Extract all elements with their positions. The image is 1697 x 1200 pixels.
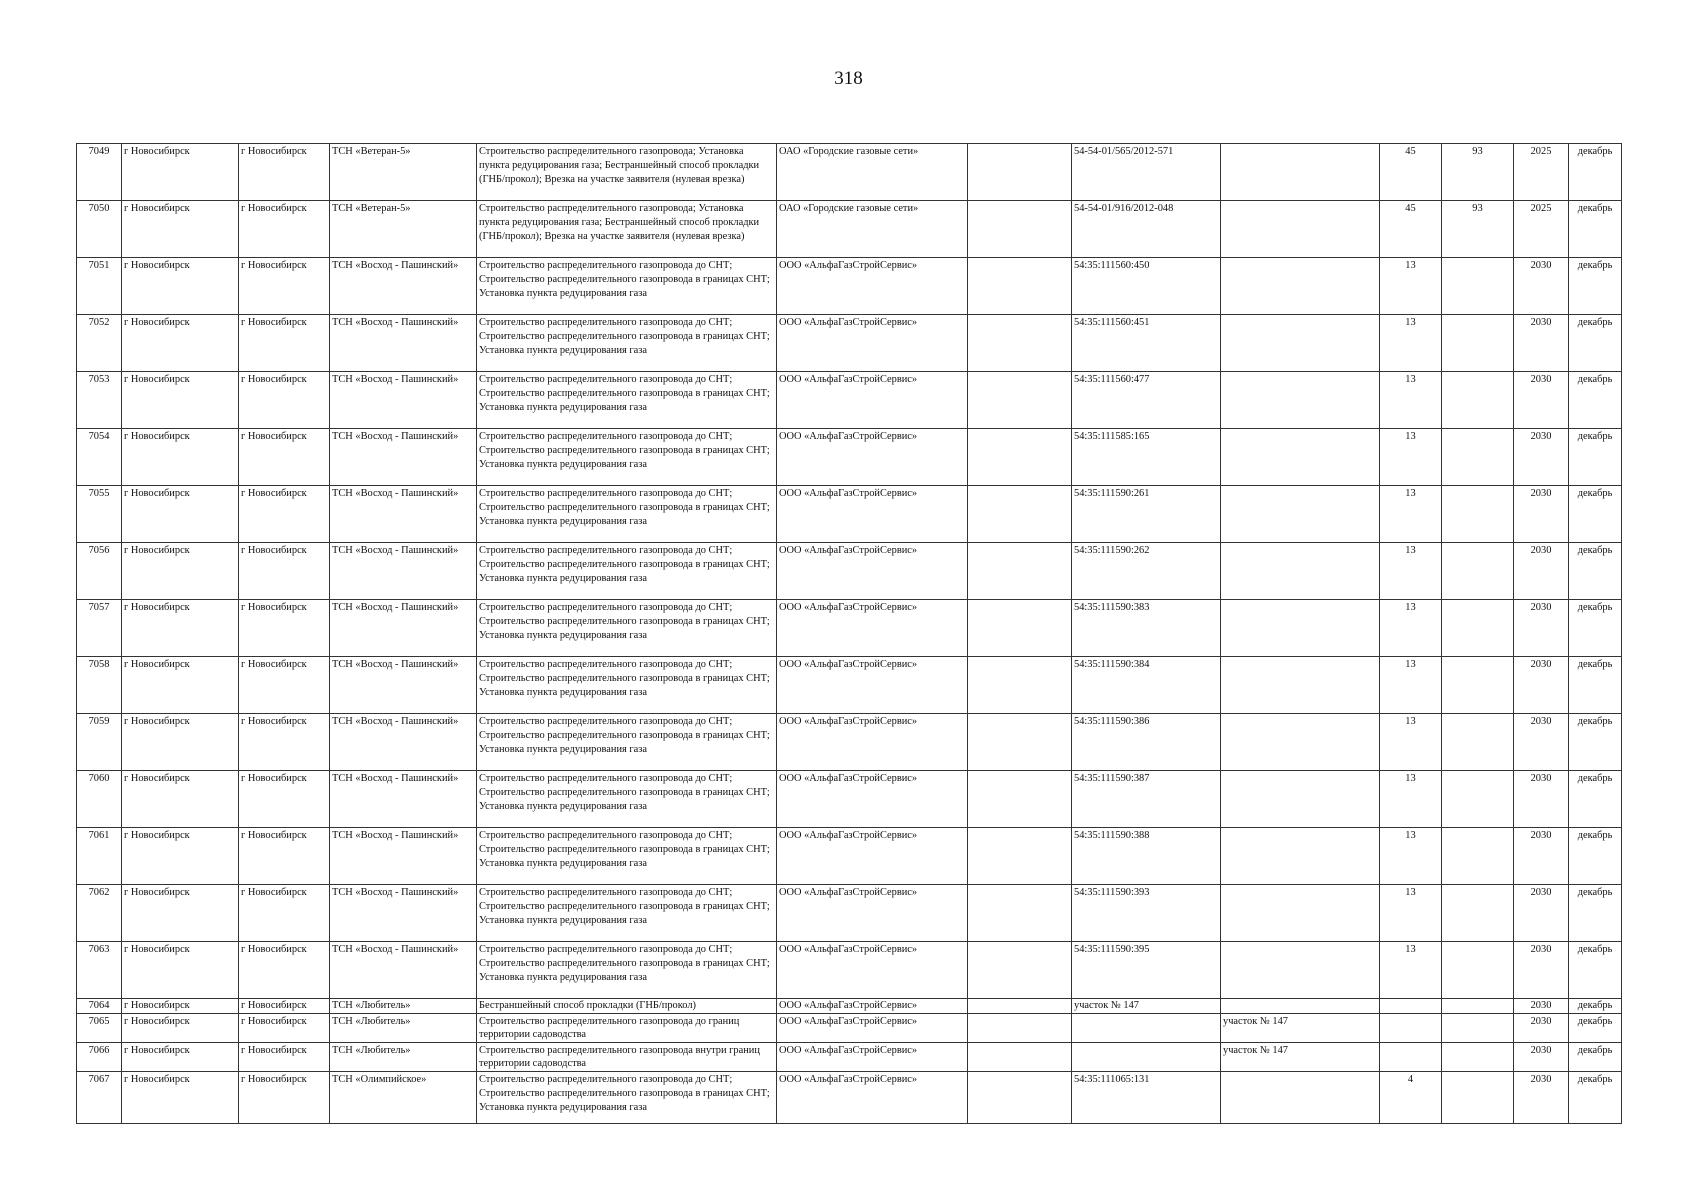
length-cell: 13	[1380, 600, 1442, 657]
month-cell: декабрь	[1569, 372, 1622, 429]
cadastral-number-cell: 54:35:111590:393	[1072, 885, 1221, 942]
city-cell: г Новосибирск	[239, 372, 330, 429]
table-row	[77, 372, 1622, 429]
organization-cell: ООО «АльфаГазСтройСервис»	[777, 543, 968, 600]
month-cell: декабрь	[1569, 771, 1622, 828]
city-cell: г Новосибирск	[239, 201, 330, 258]
work-description-cell: Строительство распределительного газопровода до СНТ; Строительство распределительного газопровода в границах СНТ; Установка пункта редуцирования газа	[477, 828, 777, 885]
cadastral-number-cell: 54:35:111590:387	[1072, 771, 1221, 828]
length-cell	[1380, 1014, 1442, 1043]
table-row	[77, 771, 1622, 828]
cadastral-number-cell: участок № 147	[1072, 999, 1221, 1014]
table-row	[77, 828, 1622, 885]
year-cell: 2030	[1514, 828, 1569, 885]
plot-cell	[1221, 429, 1380, 486]
year-cell: 2030	[1514, 315, 1569, 372]
month-cell: декабрь	[1569, 486, 1622, 543]
month-cell: декабрь	[1569, 885, 1622, 942]
plot-cell: участок № 147	[1221, 1014, 1380, 1043]
organization-cell: ООО «АльфаГазСтройСервис»	[777, 372, 968, 429]
year-cell: 2025	[1514, 201, 1569, 258]
table-row	[77, 258, 1622, 315]
work-description-cell: Строительство распределительного газопровода до СНТ; Строительство распределительного газопровода в границах СНТ; Установка пункта редуцирования газа	[477, 657, 777, 714]
work-description-cell: Строительство распределительного газопровода до СНТ; Строительство распределительного газопровода в границах СНТ; Установка пункта редуцирования газа	[477, 771, 777, 828]
cadastral-number-cell: 54:35:111590:386	[1072, 714, 1221, 771]
work-description-cell: Строительство распределительного газопровода до СНТ; Строительство распределительного газопровода в границах СНТ; Установка пункта редуцирования газа	[477, 600, 777, 657]
length-cell: 13	[1380, 315, 1442, 372]
work-description-cell: Бестраншейный способ прокладки (ГНБ/прокол)	[477, 999, 777, 1014]
cadastral-number-cell	[1072, 1043, 1221, 1072]
work-description-cell: Строительство распределительного газопровода до СНТ; Строительство распределительного газопровода в границах СНТ; Установка пункта редуцирования газа	[477, 543, 777, 600]
count-cell	[1442, 1043, 1514, 1072]
row-number: 7060	[77, 771, 122, 828]
district-cell: г Новосибирск	[122, 1014, 239, 1043]
year-cell: 2030	[1514, 942, 1569, 999]
count-cell	[1442, 942, 1514, 999]
extra-cell	[968, 1014, 1072, 1043]
table-row	[77, 600, 1622, 657]
year-cell: 2030	[1514, 258, 1569, 315]
table-row	[77, 885, 1622, 942]
work-description-cell: Строительство распределительного газопровода; Установка пункта редуцирования газа; Бестраншейный способ прокладки (ГНБ/прокол); Врезка на участке заявителя (нулевая врезка)	[477, 201, 777, 258]
extra-cell	[968, 486, 1072, 543]
length-cell: 13	[1380, 372, 1442, 429]
table-row	[77, 543, 1622, 600]
extra-cell	[968, 714, 1072, 771]
extra-cell	[968, 258, 1072, 315]
extra-cell	[968, 771, 1072, 828]
extra-cell	[968, 1072, 1072, 1124]
cadastral-number-cell: 54:35:111590:383	[1072, 600, 1221, 657]
partnership-cell: ТСН «Восход - Пашинский»	[330, 372, 477, 429]
organization-cell: ООО «АльфаГазСтройСервис»	[777, 999, 968, 1014]
month-cell: декабрь	[1569, 942, 1622, 999]
row-number: 7050	[77, 201, 122, 258]
organization-cell: ООО «АльфаГазСтройСервис»	[777, 1072, 968, 1124]
partnership-cell: ТСН «Ветеран-5»	[330, 201, 477, 258]
month-cell: декабрь	[1569, 1072, 1622, 1124]
year-cell: 2030	[1514, 372, 1569, 429]
city-cell: г Новосибирск	[239, 771, 330, 828]
partnership-cell: ТСН «Восход - Пашинский»	[330, 885, 477, 942]
organization-cell: ООО «АльфаГазСтройСервис»	[777, 1043, 968, 1072]
length-cell: 13	[1380, 771, 1442, 828]
count-cell	[1442, 657, 1514, 714]
city-cell: г Новосибирск	[239, 885, 330, 942]
registry-table	[76, 143, 1622, 1124]
count-cell	[1442, 372, 1514, 429]
length-cell: 45	[1380, 201, 1442, 258]
organization-cell: ООО «АльфаГазСтройСервис»	[777, 828, 968, 885]
extra-cell	[968, 372, 1072, 429]
year-cell: 2030	[1514, 600, 1569, 657]
partnership-cell: ТСН «Любитель»	[330, 999, 477, 1014]
organization-cell: ООО «АльфаГазСтройСервис»	[777, 885, 968, 942]
table-row	[77, 144, 1622, 201]
district-cell: г Новосибирск	[122, 429, 239, 486]
count-cell	[1442, 714, 1514, 771]
organization-cell: ООО «АльфаГазСтройСервис»	[777, 942, 968, 999]
district-cell: г Новосибирск	[122, 600, 239, 657]
extra-cell	[968, 828, 1072, 885]
row-number: 7055	[77, 486, 122, 543]
district-cell: г Новосибирск	[122, 1072, 239, 1124]
extra-cell	[968, 885, 1072, 942]
city-cell: г Новосибирск	[239, 1014, 330, 1043]
partnership-cell: ТСН «Восход - Пашинский»	[330, 315, 477, 372]
count-cell: 93	[1442, 144, 1514, 201]
count-cell	[1442, 999, 1514, 1014]
district-cell: г Новосибирск	[122, 372, 239, 429]
partnership-cell: ТСН «Ветеран-5»	[330, 144, 477, 201]
organization-cell: ООО «АльфаГазСтройСервис»	[777, 429, 968, 486]
partnership-cell: ТСН «Восход - Пашинский»	[330, 828, 477, 885]
month-cell: декабрь	[1569, 144, 1622, 201]
plot-cell	[1221, 828, 1380, 885]
count-cell	[1442, 1014, 1514, 1043]
length-cell: 13	[1380, 429, 1442, 486]
extra-cell	[968, 429, 1072, 486]
count-cell	[1442, 771, 1514, 828]
row-number: 7064	[77, 999, 122, 1014]
row-number: 7063	[77, 942, 122, 999]
cadastral-number-cell: 54:35:111065:131	[1072, 1072, 1221, 1124]
partnership-cell: ТСН «Восход - Пашинский»	[330, 942, 477, 999]
district-cell: г Новосибирск	[122, 1043, 239, 1072]
plot-cell	[1221, 657, 1380, 714]
plot-cell	[1221, 771, 1380, 828]
extra-cell	[968, 144, 1072, 201]
cadastral-number-cell: 54:35:111590:262	[1072, 543, 1221, 600]
count-cell	[1442, 1072, 1514, 1124]
partnership-cell: ТСН «Любитель»	[330, 1014, 477, 1043]
length-cell: 13	[1380, 657, 1442, 714]
organization-cell: ООО «АльфаГазСтройСервис»	[777, 657, 968, 714]
plot-cell	[1221, 315, 1380, 372]
table-row	[77, 1014, 1622, 1043]
partnership-cell: ТСН «Восход - Пашинский»	[330, 486, 477, 543]
year-cell: 2030	[1514, 429, 1569, 486]
partnership-cell: ТСН «Восход - Пашинский»	[330, 771, 477, 828]
table-row	[77, 429, 1622, 486]
table-row	[77, 999, 1622, 1014]
plot-cell	[1221, 201, 1380, 258]
partnership-cell: ТСН «Восход - Пашинский»	[330, 657, 477, 714]
month-cell: декабрь	[1569, 828, 1622, 885]
table-row	[77, 1043, 1622, 1072]
plot-cell	[1221, 372, 1380, 429]
district-cell: г Новосибирск	[122, 486, 239, 543]
plot-cell	[1221, 714, 1380, 771]
organization-cell: ООО «АльфаГазСтройСервис»	[777, 1014, 968, 1043]
year-cell: 2030	[1514, 771, 1569, 828]
row-number: 7054	[77, 429, 122, 486]
plot-cell	[1221, 999, 1380, 1014]
work-description-cell: Строительство распределительного газопровода; Установка пункта редуцирования газа; Бестраншейный способ прокладки (ГНБ/прокол); Врезка на участке заявителя (нулевая врезка)	[477, 144, 777, 201]
work-description-cell: Строительство распределительного газопровода до СНТ; Строительство распределительного газопровода в границах СНТ; Установка пункта редуцирования газа	[477, 372, 777, 429]
length-cell: 13	[1380, 714, 1442, 771]
month-cell: декабрь	[1569, 429, 1622, 486]
cadastral-number-cell: 54:35:111560:451	[1072, 315, 1221, 372]
plot-cell	[1221, 486, 1380, 543]
length-cell: 13	[1380, 258, 1442, 315]
city-cell: г Новосибирск	[239, 714, 330, 771]
length-cell: 4	[1380, 1072, 1442, 1124]
city-cell: г Новосибирск	[239, 486, 330, 543]
count-cell: 93	[1442, 201, 1514, 258]
plot-cell	[1221, 885, 1380, 942]
extra-cell	[968, 999, 1072, 1014]
work-description-cell: Строительство распределительного газопровода до СНТ; Строительство распределительного газопровода в границах СНТ; Установка пункта редуцирования газа	[477, 486, 777, 543]
city-cell: г Новосибирск	[239, 999, 330, 1014]
plot-cell	[1221, 942, 1380, 999]
count-cell	[1442, 486, 1514, 543]
district-cell: г Новосибирск	[122, 543, 239, 600]
extra-cell	[968, 1043, 1072, 1072]
cadastral-number-cell: 54:35:111585:165	[1072, 429, 1221, 486]
organization-cell: ООО «АльфаГазСтройСервис»	[777, 771, 968, 828]
row-number: 7056	[77, 543, 122, 600]
city-cell: г Новосибирск	[239, 429, 330, 486]
district-cell: г Новосибирск	[122, 657, 239, 714]
partnership-cell: ТСН «Восход - Пашинский»	[330, 600, 477, 657]
work-description-cell: Строительство распределительного газопровода до СНТ; Строительство распределительного газопровода в границах СНТ; Установка пункта редуцирования газа	[477, 1072, 777, 1124]
month-cell: декабрь	[1569, 315, 1622, 372]
partnership-cell: ТСН «Восход - Пашинский»	[330, 543, 477, 600]
table-row	[77, 201, 1622, 258]
month-cell: декабрь	[1569, 258, 1622, 315]
table-row	[77, 315, 1622, 372]
plot-cell: участок № 147	[1221, 1043, 1380, 1072]
organization-cell: ООО «АльфаГазСтройСервис»	[777, 486, 968, 543]
year-cell: 2030	[1514, 1014, 1569, 1043]
row-number: 7067	[77, 1072, 122, 1124]
page-number: 318	[834, 68, 863, 89]
city-cell: г Новосибирск	[239, 657, 330, 714]
row-number: 7057	[77, 600, 122, 657]
extra-cell	[968, 657, 1072, 714]
partnership-cell: ТСН «Восход - Пашинский»	[330, 258, 477, 315]
district-cell: г Новосибирск	[122, 828, 239, 885]
month-cell: декабрь	[1569, 1014, 1622, 1043]
row-number: 7053	[77, 372, 122, 429]
month-cell: декабрь	[1569, 201, 1622, 258]
organization-cell: ООО «АльфаГазСтройСервис»	[777, 315, 968, 372]
organization-cell: ОАО «Городские газовые сети»	[777, 201, 968, 258]
partnership-cell: ТСН «Восход - Пашинский»	[330, 714, 477, 771]
district-cell: г Новосибирск	[122, 885, 239, 942]
city-cell: г Новосибирск	[239, 144, 330, 201]
table-row	[77, 714, 1622, 771]
district-cell: г Новосибирск	[122, 999, 239, 1014]
table-body	[77, 144, 1622, 1124]
count-cell	[1442, 429, 1514, 486]
table-row	[77, 942, 1622, 999]
count-cell	[1442, 600, 1514, 657]
work-description-cell: Строительство распределительного газопровода до СНТ; Строительство распределительного газопровода в границах СНТ; Установка пункта редуцирования газа	[477, 258, 777, 315]
work-description-cell: Строительство распределительного газопровода внутри границ территории садоводства	[477, 1043, 777, 1072]
cadastral-number-cell: 54-54-01/916/2012-048	[1072, 201, 1221, 258]
length-cell: 13	[1380, 543, 1442, 600]
organization-cell: ООО «АльфаГазСтройСервис»	[777, 714, 968, 771]
year-cell: 2030	[1514, 714, 1569, 771]
plot-cell	[1221, 1072, 1380, 1124]
length-cell	[1380, 1043, 1442, 1072]
count-cell	[1442, 315, 1514, 372]
work-description-cell: Строительство распределительного газопровода до границ территории садоводства	[477, 1014, 777, 1043]
city-cell: г Новосибирск	[239, 1043, 330, 1072]
cadastral-number-cell: 54:35:111590:395	[1072, 942, 1221, 999]
district-cell: г Новосибирск	[122, 714, 239, 771]
row-number: 7049	[77, 144, 122, 201]
row-number: 7061	[77, 828, 122, 885]
year-cell: 2025	[1514, 144, 1569, 201]
district-cell: г Новосибирск	[122, 201, 239, 258]
extra-cell	[968, 942, 1072, 999]
month-cell: декабрь	[1569, 657, 1622, 714]
work-description-cell: Строительство распределительного газопровода до СНТ; Строительство распределительного газопровода в границах СНТ; Установка пункта редуцирования газа	[477, 885, 777, 942]
extra-cell	[968, 315, 1072, 372]
cadastral-number-cell: 54:35:111590:261	[1072, 486, 1221, 543]
city-cell: г Новосибирск	[239, 315, 330, 372]
count-cell	[1442, 885, 1514, 942]
cadastral-number-cell: 54:35:111560:450	[1072, 258, 1221, 315]
length-cell: 13	[1380, 828, 1442, 885]
city-cell: г Новосибирск	[239, 828, 330, 885]
city-cell: г Новосибирск	[239, 258, 330, 315]
organization-cell: ОАО «Городские газовые сети»	[777, 144, 968, 201]
district-cell: г Новосибирск	[122, 942, 239, 999]
cadastral-number-cell: 54-54-01/565/2012-571	[1072, 144, 1221, 201]
cadastral-number-cell: 54:35:111590:384	[1072, 657, 1221, 714]
district-cell: г Новосибирск	[122, 258, 239, 315]
city-cell: г Новосибирск	[239, 1072, 330, 1124]
extra-cell	[968, 600, 1072, 657]
year-cell: 2030	[1514, 1072, 1569, 1124]
work-description-cell: Строительство распределительного газопровода до СНТ; Строительство распределительного газопровода в границах СНТ; Установка пункта редуцирования газа	[477, 942, 777, 999]
month-cell: декабрь	[1569, 1043, 1622, 1072]
cadastral-number-cell: 54:35:111590:388	[1072, 828, 1221, 885]
year-cell: 2030	[1514, 543, 1569, 600]
district-cell: г Новосибирск	[122, 144, 239, 201]
table-row	[77, 1072, 1622, 1124]
district-cell: г Новосибирск	[122, 771, 239, 828]
year-cell: 2030	[1514, 999, 1569, 1014]
organization-cell: ООО «АльфаГазСтройСервис»	[777, 258, 968, 315]
month-cell: декабрь	[1569, 600, 1622, 657]
partnership-cell: ТСН «Любитель»	[330, 1043, 477, 1072]
extra-cell	[968, 543, 1072, 600]
year-cell: 2030	[1514, 1043, 1569, 1072]
year-cell: 2030	[1514, 885, 1569, 942]
length-cell	[1380, 999, 1442, 1014]
plot-cell	[1221, 543, 1380, 600]
cadastral-number-cell	[1072, 1014, 1221, 1043]
length-cell: 13	[1380, 885, 1442, 942]
year-cell: 2030	[1514, 486, 1569, 543]
length-cell: 45	[1380, 144, 1442, 201]
table-row	[77, 657, 1622, 714]
organization-cell: ООО «АльфаГазСтройСервис»	[777, 600, 968, 657]
row-number: 7062	[77, 885, 122, 942]
row-number: 7051	[77, 258, 122, 315]
count-cell	[1442, 828, 1514, 885]
plot-cell	[1221, 144, 1380, 201]
row-number: 7065	[77, 1014, 122, 1043]
count-cell	[1442, 258, 1514, 315]
partnership-cell: ТСН «Олимпийское»	[330, 1072, 477, 1124]
row-number: 7052	[77, 315, 122, 372]
table-row	[77, 486, 1622, 543]
year-cell: 2030	[1514, 657, 1569, 714]
row-number: 7058	[77, 657, 122, 714]
work-description-cell: Строительство распределительного газопровода до СНТ; Строительство распределительного газопровода в границах СНТ; Установка пункта редуцирования газа	[477, 315, 777, 372]
extra-cell	[968, 201, 1072, 258]
month-cell: декабрь	[1569, 999, 1622, 1014]
length-cell: 13	[1380, 942, 1442, 999]
work-description-cell: Строительство распределительного газопровода до СНТ; Строительство распределительного газопровода в границах СНТ; Установка пункта редуцирования газа	[477, 714, 777, 771]
cadastral-number-cell: 54:35:111560:477	[1072, 372, 1221, 429]
row-number: 7066	[77, 1043, 122, 1072]
row-number: 7059	[77, 714, 122, 771]
plot-cell	[1221, 258, 1380, 315]
district-cell: г Новосибирск	[122, 315, 239, 372]
month-cell: декабрь	[1569, 714, 1622, 771]
month-cell: декабрь	[1569, 543, 1622, 600]
partnership-cell: ТСН «Восход - Пашинский»	[330, 429, 477, 486]
count-cell	[1442, 543, 1514, 600]
length-cell: 13	[1380, 486, 1442, 543]
city-cell: г Новосибирск	[239, 600, 330, 657]
work-description-cell: Строительство распределительного газопровода до СНТ; Строительство распределительного газопровода в границах СНТ; Установка пункта редуцирования газа	[477, 429, 777, 486]
city-cell: г Новосибирск	[239, 543, 330, 600]
plot-cell	[1221, 600, 1380, 657]
city-cell: г Новосибирск	[239, 942, 330, 999]
